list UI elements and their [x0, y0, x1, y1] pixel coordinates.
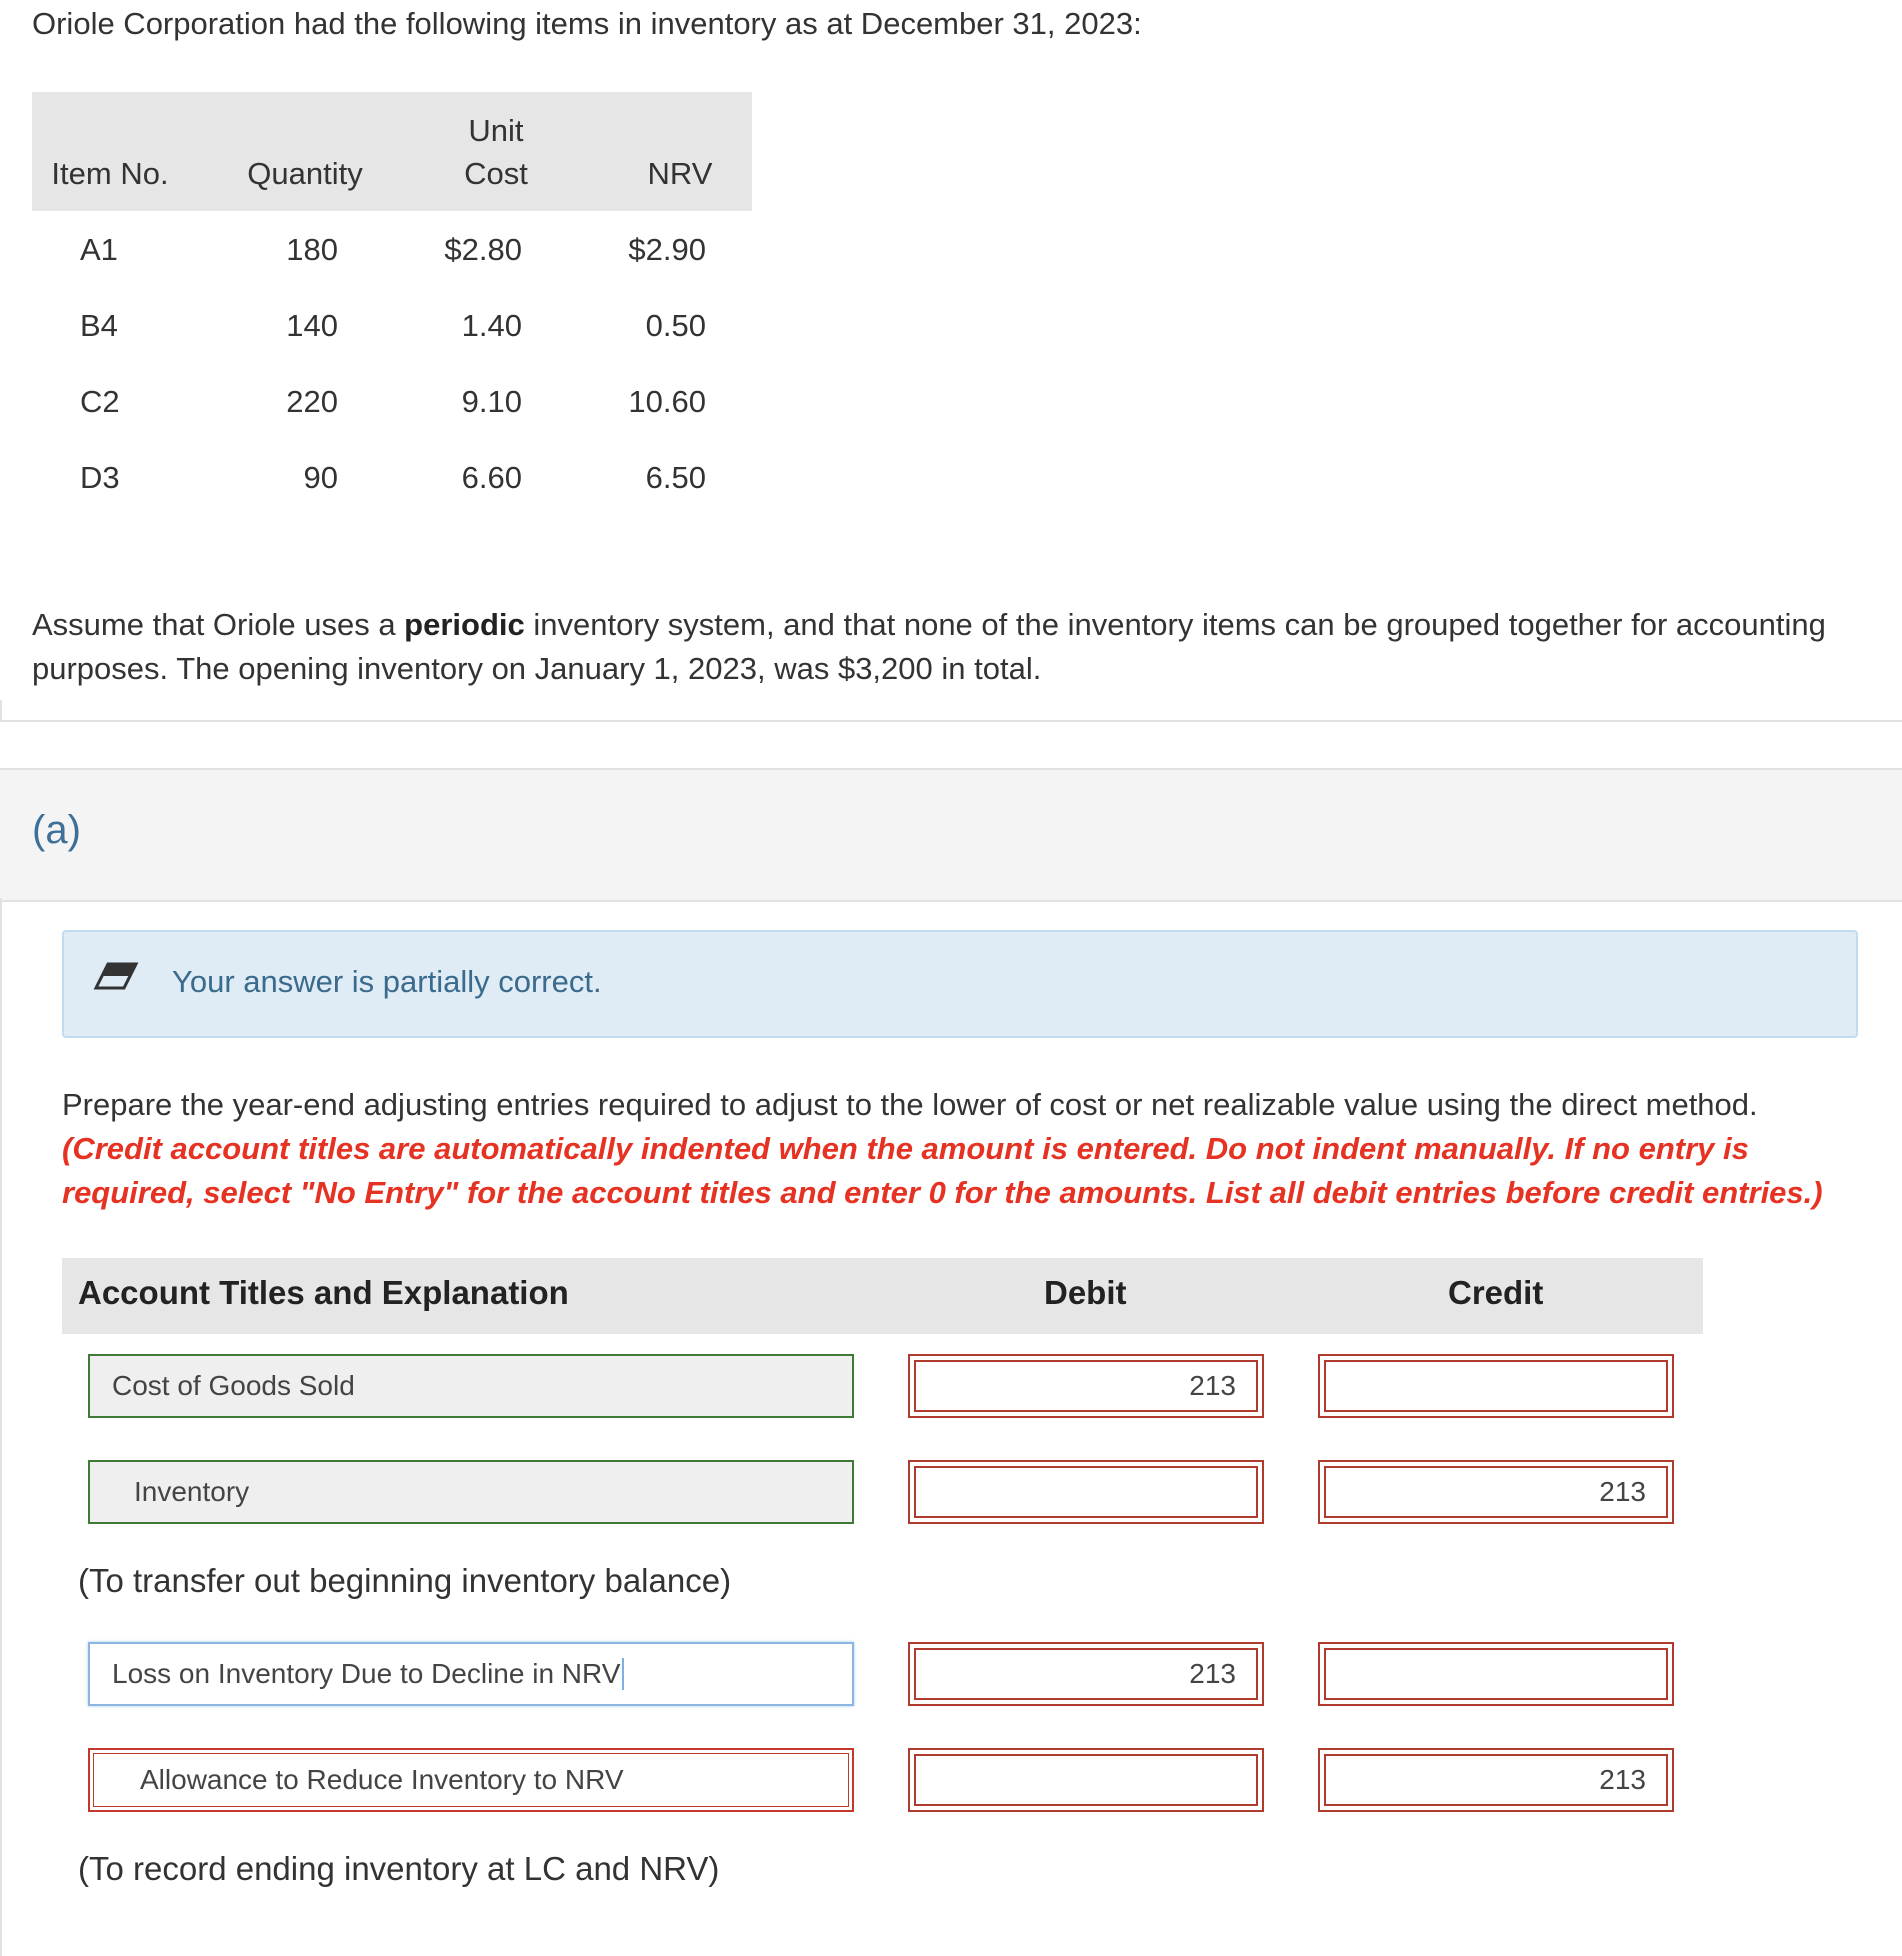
- header-nrv: NRV: [647, 156, 713, 191]
- cell-nrv: 10.60: [628, 384, 706, 419]
- debit-amount-value: 213: [1189, 1658, 1236, 1689]
- header-unit-cost-line1: Unit: [468, 113, 524, 148]
- part-label: (a): [32, 808, 81, 852]
- cell-quantity: 140: [286, 308, 338, 343]
- account-title-field[interactable]: [88, 1642, 854, 1706]
- credit-amount-field[interactable]: [1318, 1642, 1674, 1706]
- credit-amount-value: 213: [1599, 1764, 1646, 1795]
- section-divider-edge: [0, 700, 2, 722]
- cell-item: C2: [80, 384, 120, 419]
- cell-quantity: 180: [286, 232, 338, 267]
- account-title-field[interactable]: [88, 1748, 854, 1812]
- credit-amount-field[interactable]: [1318, 1354, 1674, 1418]
- credit-amount-field[interactable]: [1318, 1460, 1674, 1524]
- entry-explanation: (To transfer out beginning inventory balance): [78, 1562, 732, 1599]
- assumption-part1: Assume that Oriole uses a: [32, 607, 405, 642]
- debit-amount-field[interactable]: [908, 1460, 1264, 1524]
- cell-quantity: 220: [286, 384, 338, 419]
- cell-unit-cost: 1.40: [461, 308, 522, 343]
- header-unit-cost-line2: Cost: [464, 156, 528, 191]
- header-credit: Credit: [1448, 1274, 1544, 1311]
- debit-amount-value: 213: [1189, 1370, 1236, 1401]
- header-debit: Debit: [1044, 1274, 1127, 1311]
- account-title-value: Allowance to Reduce Inventory to NRV: [140, 1764, 624, 1795]
- intro-text: Oriole Corporation had the following items in inventory as at December 31, 2023:: [32, 6, 1142, 41]
- account-title-value: Loss on Inventory Due to Decline in NRV: [112, 1658, 621, 1689]
- cell-item: D3: [80, 460, 120, 495]
- instruction-text: (Credit account titles are automatically indented when the amount is entered. Do not indent manually. If no entry is required, select "No Entry" for the account titles and enter 0 for the amounts. List all debit entries before credit entries.): [62, 1131, 1823, 1210]
- entry-explanation: (To record ending inventory at LC and NRV): [78, 1850, 720, 1887]
- section-divider: [0, 720, 1902, 722]
- account-title-field[interactable]: [88, 1354, 854, 1418]
- cell-item: A1: [80, 232, 118, 267]
- cell-nrv: 0.50: [645, 308, 706, 343]
- account-title-value: Inventory: [134, 1476, 250, 1507]
- credit-amount-field[interactable]: [1318, 1748, 1674, 1812]
- cell-unit-cost: $2.80: [444, 232, 522, 267]
- partial-correct-icon: [92, 960, 140, 996]
- cell-quantity: 90: [303, 460, 338, 495]
- account-title-field[interactable]: [88, 1460, 854, 1524]
- assumption-text: [32, 603, 1862, 691]
- cell-item: B4: [80, 308, 118, 343]
- section-border: [0, 898, 2, 1956]
- cell-nrv: $2.90: [628, 232, 706, 267]
- header-account-titles: Account Titles and Explanation: [78, 1274, 569, 1311]
- cell-unit-cost: 9.10: [461, 384, 522, 419]
- cell-unit-cost: 6.60: [461, 460, 522, 495]
- header-quantity: Quantity: [247, 156, 363, 191]
- account-title-value: Cost of Goods Sold: [112, 1370, 355, 1401]
- header-item-no: Item No.: [51, 156, 169, 191]
- part-header: [0, 768, 1902, 902]
- feedback-text: Your answer is partially correct.: [172, 964, 602, 999]
- debit-amount-field[interactable]: [908, 1748, 1264, 1812]
- debit-amount-field[interactable]: [908, 1642, 1264, 1706]
- assumption-part2: inventory system, and that none of the inventory items can be grouped together for accounting purposes. The opening inventory on January 1, 2023, was $3,200 in total.: [32, 607, 1826, 686]
- text-cursor: [622, 1658, 624, 1690]
- assumption-bold: periodic: [404, 607, 525, 642]
- question-prompt: Prepare the year-end adjusting entries required to adjust to the lower of cost or net realizable value using the direct method.: [62, 1087, 1758, 1122]
- debit-amount-field[interactable]: [908, 1354, 1264, 1418]
- credit-amount-value: 213: [1599, 1476, 1646, 1507]
- cell-nrv: 6.50: [645, 460, 706, 495]
